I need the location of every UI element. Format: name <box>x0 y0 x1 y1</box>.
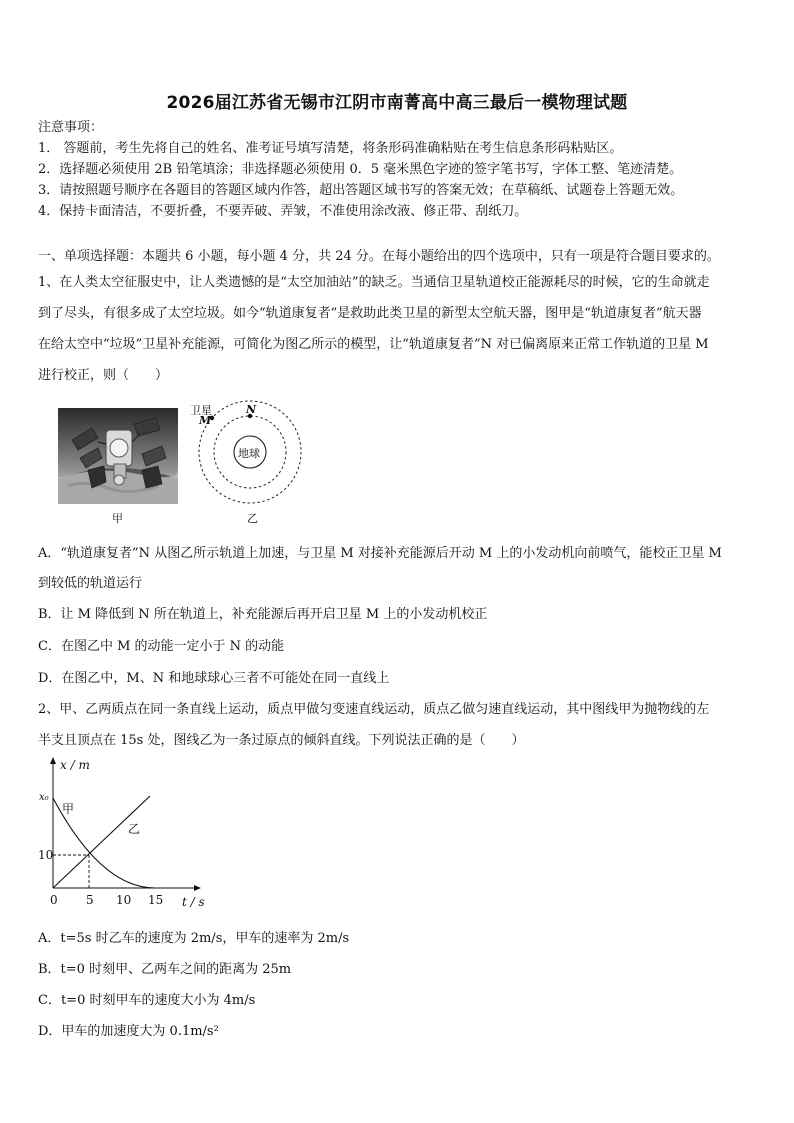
q2-option-b: B．t=0 时刻甲、乙两车之间的距离为 25m <box>38 962 292 977</box>
q1-option-a-cont: 到较低的轨道运行 <box>38 576 143 591</box>
satellite-m-label: M <box>199 414 212 427</box>
x-tick-5: 5 <box>86 893 94 907</box>
q1-text-line: 到了尽头，有很多成了太空垃圾。如今“轨道康复者”是救助此类卫星的新型太空航天器，图甲是“轨道康复者”航天器 <box>38 306 702 321</box>
satellite-n-label: N <box>246 403 257 416</box>
q1-text-line: 进行校正，则（ ） <box>38 368 169 383</box>
x-tick-10: 10 <box>116 893 132 907</box>
notice-item: 2．选择题必须使用 2B 铅笔填涂；非选择题必须使用 0．5 毫米黑色字迹的签字笔书写，字体工整、笔迹清楚。 <box>38 162 683 177</box>
spacecraft-photo <box>58 408 178 504</box>
figure-jia-caption: 甲 <box>112 512 123 525</box>
q2-option-d: D．甲车的加速度大为 0.1m/s² <box>38 1024 219 1039</box>
notice-heading: 注意事项： <box>38 120 104 135</box>
xt-graph <box>40 752 210 912</box>
x-tick-15: 15 <box>148 893 164 907</box>
notice-item: 3．请按照题号顺序在各题目的答题区域内作答，超出答题区域书写的答案无效；在草稿纸、试题卷上答题无效。 <box>38 183 684 198</box>
q1-text-line: 在给太空中“垃圾”卫星补充能源，可简化为图乙所示的模型，让“轨道康复者”N 对已偏离原来正常工作轨道的卫星 M <box>38 337 709 352</box>
satellite-label: 卫星 <box>190 404 212 417</box>
q1-option-a: A．“轨道康复者”N 从图乙所示轨道上加速，与卫星 M 对接补充能源后开动 M 上的小发动机向前喷气，能校正卫星 M <box>38 546 722 561</box>
q2-text-line: 2、甲、乙两质点在同一条直线上运动，质点甲做匀变速直线运动，质点乙做匀速直线运动，其中图线甲为抛物线的左 <box>38 702 710 717</box>
line-yi-label: 乙 <box>128 822 141 836</box>
page-title: 2026届江苏省无锡市江阴市南菁高中高三最后一模物理试题 <box>166 93 628 113</box>
x-axis-label: t / s <box>182 895 205 909</box>
figure-yi-caption: 乙 <box>247 512 258 525</box>
x-tick-0: 0 <box>50 893 58 907</box>
q1-option-c: C．在图乙中 M 的动能一定小于 N 的动能 <box>38 639 285 654</box>
notice-item: 1． 答题前，考生先将自己的姓名、准考证号填写清楚，将条形码准确粘贴在考生信息条形码粘贴区。 <box>38 141 623 156</box>
q1-option-d: D．在图乙中，M、N 和地球球心三者不可能处在同一直线上 <box>38 671 390 686</box>
q1-text-line: 1、在人类太空征服史中，让人类遗憾的是“太空加油站”的缺乏。当通信卫星轨道校正能源耗尽的时候，它的生命就走 <box>38 275 710 290</box>
y-axis-label: x / m <box>60 758 90 772</box>
y-tick-10: 10 <box>38 848 54 862</box>
curve-jia-label: 甲 <box>62 802 75 816</box>
q2-option-a: A．t=5s 时乙车的速度为 2m/s，甲车的速率为 2m/s <box>38 931 350 946</box>
section-heading: 一、单项选择题：本题共 6 小题，每小题 4 分，共 24 分。在每小题给出的四个选项中，只有一项是符合题目要求的。 <box>38 249 720 264</box>
q2-text-line: 半支且顶点在 15s 处，图线乙为一条过原点的倾斜直线。下列说法正确的是（ ） <box>38 733 525 748</box>
q2-option-c: C．t=0 时刻甲车的速度大小为 4m/s <box>38 993 256 1008</box>
q1-option-b: B．让 M 降低到 N 所在轨道上，补充能源后再开启卫星 M 上的小发动机校正 <box>38 607 488 622</box>
notice-item: 4．保持卡面清洁，不要折叠，不要弄破、弄皱，不准使用涂改液、修正带、刮纸刀。 <box>38 204 528 219</box>
earth-label: 地球 <box>238 447 260 460</box>
x0-label: x₀ <box>39 792 49 803</box>
